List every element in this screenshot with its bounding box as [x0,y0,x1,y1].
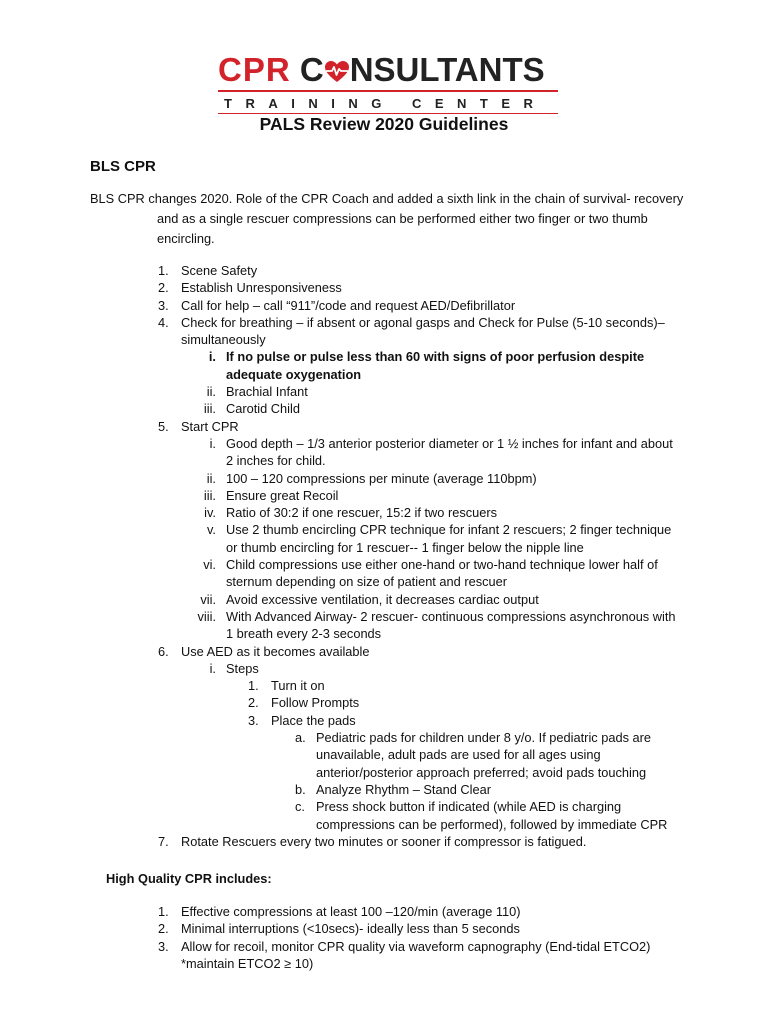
list-item: 3. Place the pads a. Pediatric pads for children under 8 y/o. If pediatric pads are unavailable, adult pads are used for all ages using anterior/posterior approach preferred; avoid pads touching b. Analyze Rhythm – Stand Clear c. Press shock button if indicated (while AED is charging compressions can be performed), followed by immediate CPR [0,712,671,833]
list-item: vii. Avoid excessive ventilation, it decreases cardiac output [200,591,539,607]
list-item: i. Good depth – 1/3 anterior posterior diameter or 1 ½ inches for infant and about 2 inches for child. [209,435,673,469]
list-item: 2. Minimal interruptions (<10secs)- ideally less than 5 seconds [158,921,520,937]
list-item: 1. Turn it on [248,678,325,694]
list-item: 4. Check for breathing – if absent or agonal gasps and Check for Pulse (5-10 seconds)– simultaneously i. If no pulse or pulse less than 60 with signs of poor perfusion despite adequate oxygenation ii. Brachial Infant iii. Carotid Child [0,314,691,418]
logo-top-rule [218,90,558,92]
high-quality-cpr-list [0,903,768,972]
list-item: 6. Use AED as it becomes available i. Steps 1. Turn it on 2. Follow Prompts 3. Place the pads a. Pediatric pads for children under 8 y/o. If pediatric pads are unavailable, adult pads are used for all ages using anterior/posterior approach preferred; avoid pads touching b. Analyze Rhythm – Stand Clear c. Press shock button if indicated (while AED is charging compressions can be performed), followed by immediate CPR [0,643,691,833]
list-item: i. Steps 1. Turn it on 2. Follow Prompts 3. Place the pads a. Pediatric pads for children under 8 y/o. If pediatric pads are unavailable, adult pads are used for all ages using anterior/posterior approach preferred; avoid pads touching b. Analyze Rhythm – Stand Clear c. Press shock button if indicated (while AED is charging compressions can be performed), followed by immediate CPR [0,660,681,833]
list-item: b. Analyze Rhythm – Stand Clear [295,781,491,797]
list-item: a. Pediatric pads for children under 8 y/o. If pediatric pads are unavailable, adult pads are used for all ages using anterior/posterior approach preferred; avoid pads touching [295,730,652,780]
list-item: ii. 100 – 120 compressions per minute (average 110bpm) [206,470,537,486]
logo-wordmark [218,52,558,88]
list-item: 5. Start CPR i. Good depth – 1/3 anterior posterior diameter or 1 ½ inches for infant and about 2 inches for child. ii. 100 – 120 compressions per minute (average 110bpm) iii. Ensure great Recoil iv. Ratio of 30:2 if one rescuer, 15:2 if two rescuers v. Use 2 thumb encircling CPR technique for infant 2 rescuers; 2 finger technique or thumb encircling for 1 rescuer-- 1 finger below the nipple line vi. Child compressions use either one-hand or two-hand technique lower half of sternum depending on size of patient and rescuer vii. Avoid excessive ventilation, it decreases cardiac output viii. With Advanced Airway- 2 rescuer- continuous compressions asynchronous with 1 breath every 2-3 seconds [0,418,691,643]
list-item: 3. Call for help – call “911”/code and request AED/Defibrillator [158,297,516,313]
heart-with-pulse-icon [324,60,350,84]
intro-line-2: and as a single rescuer compressions can be performed either two finger or two thumb [157,211,648,226]
list-item: ii. Brachial Infant [206,384,308,400]
cpr-consultants-logo [218,52,558,112]
list-item: iii. Ensure great Recoil [203,487,339,503]
bls-steps-list [0,262,768,850]
logo-consultants-prefix: C [299,51,324,88]
list-item: vi. Child compressions use either one-hand or two-hand technique lower half of sternum depending on size of patient and rescuer [203,557,658,590]
list-item: c. Press shock button if indicated (while AED is charging compressions can be performed), followed by immediate CPR [295,799,668,832]
list-item: v. Use 2 thumb encircling CPR technique for infant 2 rescuers; 2 finger technique or thumb encircling for 1 rescuer-- 1 finger below the nipple line [206,522,672,555]
intro-paragraph [90,189,690,249]
list-item: i. If no pulse or pulse less than 60 with signs of poor perfusion despite adequate oxygenation [208,349,645,382]
logo-subtitle: TRAINING CENTER [224,96,547,111]
list-item: iv. Ratio of 30:2 if one rescuer, 15:2 if two rescuers [204,505,498,521]
list-item: 7. Rotate Rescuers every two minutes or sooner if compressor is fatigued. [158,833,587,849]
logo-cpr-text: CPR [218,51,291,88]
intro-line-1: BLS CPR changes 2020. Role of the CPR Coach and added a sixth link in the chain of survival- recovery [90,191,684,206]
list-item: viii. With Advanced Airway- 2 rescuer- continuous compressions asynchronous with 1 breath every 2-3 seconds [197,608,676,642]
intro-line-3: encircling. [157,231,215,246]
list-item: iii. Carotid Child [203,401,300,417]
list-item: 1. Scene Safety [158,263,258,278]
list-item: 2. Follow Prompts [248,695,360,711]
list-item: 1. Effective compressions at least 100 –120/min (average 110) [158,904,521,919]
document-title: PALS Review 2020 Guidelines [259,114,509,134]
list-item: 2. Establish Unresponsiveness [158,280,342,296]
section-heading: BLS CPR [90,158,156,175]
logo-consultants-suffix: NSULTANTS [349,51,545,88]
high-quality-cpr-heading: High Quality CPR includes: [106,871,272,886]
list-item: 3. Allow for recoil, monitor CPR quality via waveform capnography (End-tidal ETCO2) *maintain ETCO2 ≥ 10) [158,938,651,971]
